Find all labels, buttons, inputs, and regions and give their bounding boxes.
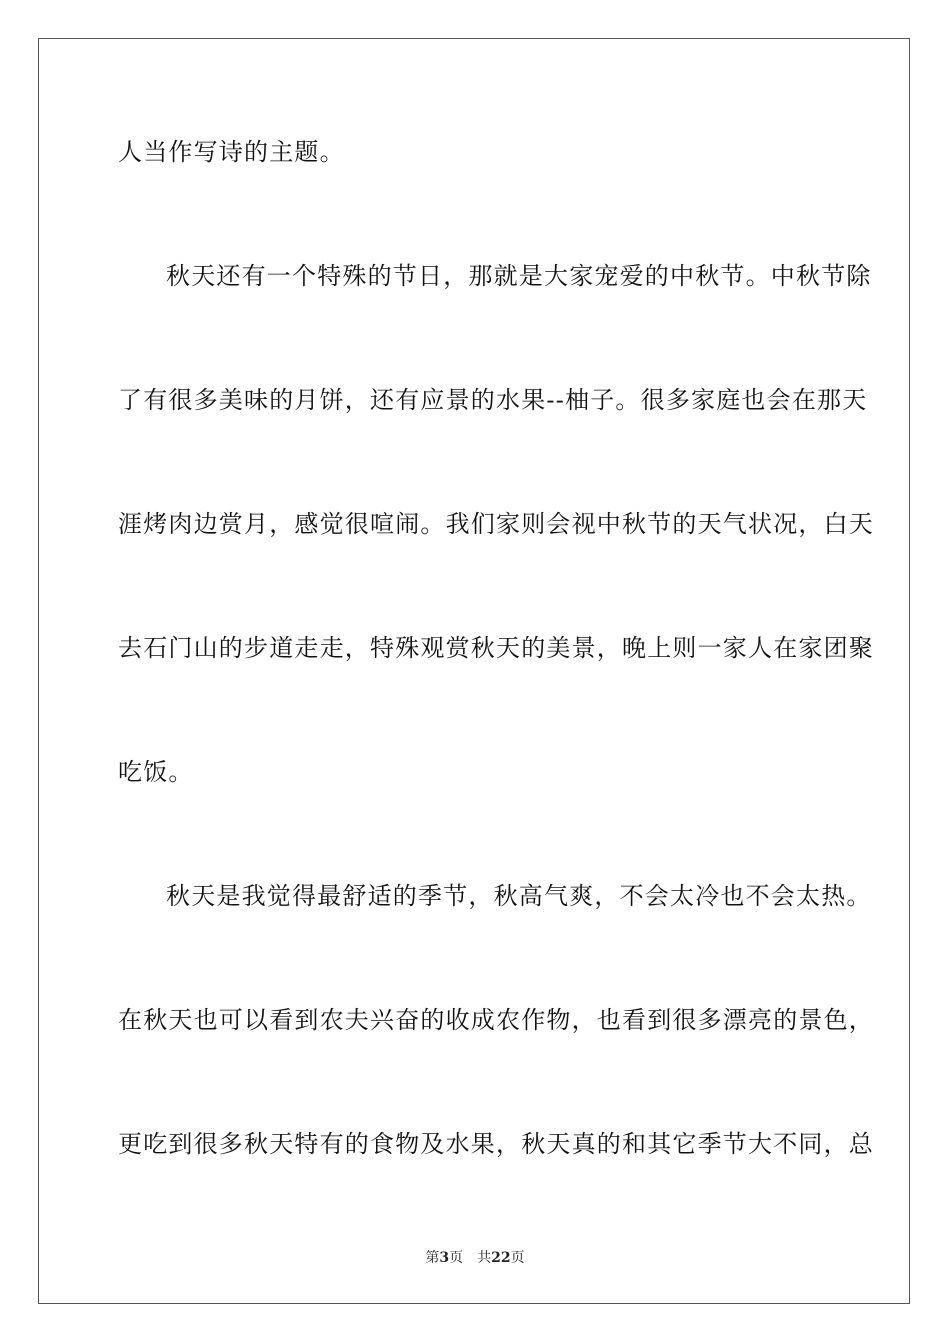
page-prefix: 第 xyxy=(425,1250,440,1266)
page-current: 3 xyxy=(439,1250,450,1266)
page-footer xyxy=(0,1249,950,1267)
page-total: 22 xyxy=(491,1250,511,1266)
text-line: 涯烤肉边赏月，感觉很喧闹。我们家则会视中秋节的天气状况，白天 xyxy=(118,510,874,538)
total-prefix: 共 xyxy=(477,1250,492,1266)
total-suffix: 页 xyxy=(510,1250,525,1266)
text-line: 了有很多美味的月饼，还有应景的水果--柚子。很多家庭也会在那天 xyxy=(118,386,868,414)
text-line: 吃饭。 xyxy=(118,758,194,786)
paragraph-first-line: 秋天是我觉得最舒适的季节，秋高气爽，不会太冷也不会太热。 xyxy=(166,882,872,910)
text-line: 人当作写诗的主题。 xyxy=(118,138,345,166)
text-line: 更吃到很多秋天特有的食物及水果，秋天真的和其它季节大不同，总 xyxy=(118,1130,874,1158)
page-frame xyxy=(38,38,910,1304)
paragraph-first-line: 秋天还有一个特殊的节日，那就是大家宠爱的中秋节。中秋节除 xyxy=(166,262,872,290)
text-line: 去石门山的步道走走，特殊观赏秋天的美景，晚上则一家人在家团聚 xyxy=(118,634,874,662)
text-line: 在秋天也可以看到农夫兴奋的收成农作物，也看到很多漂亮的景色， xyxy=(118,1006,874,1034)
page-suffix: 页 xyxy=(449,1250,464,1266)
